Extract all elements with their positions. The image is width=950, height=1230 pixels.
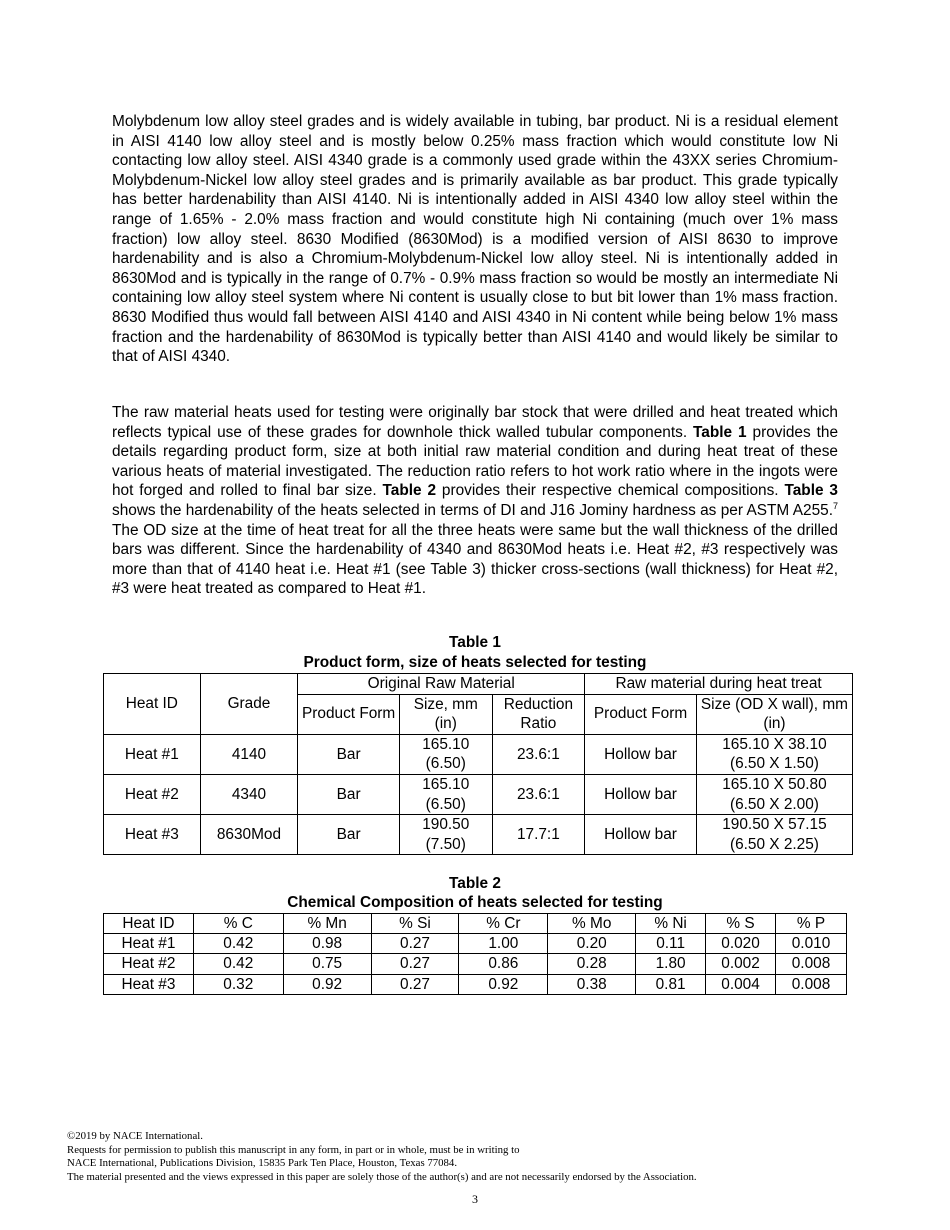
citation-marker: 7 bbox=[832, 500, 838, 511]
table-cell: 0.27 bbox=[371, 974, 459, 994]
table-reference: Table 2 bbox=[382, 482, 437, 500]
table-cell: Heat #1 bbox=[104, 934, 194, 954]
table-row bbox=[104, 774, 853, 814]
table-row bbox=[104, 974, 847, 994]
table-cell: 0.75 bbox=[283, 954, 371, 974]
table-cell: 0.008 bbox=[775, 974, 846, 994]
header-cell: % C bbox=[193, 914, 283, 934]
cell-line: (6.50 X 2.00) bbox=[729, 795, 819, 813]
paragraph-text: The raw material heats used for testing were originally bar stock that were drilled and heat treated which reflects typical use of these grades for downhole thick walled tubular components. bbox=[112, 404, 838, 441]
header-cell: % S bbox=[706, 914, 776, 934]
footer-line: The material presented and the views expressed in this paper are solely those of the author(s) and are not necessarily endorsed by the Association. bbox=[67, 1170, 697, 1183]
table-cell: 0.38 bbox=[548, 974, 636, 994]
header-cell: Product Form bbox=[298, 694, 400, 734]
paragraph-text: shows the hardenability of the heats selected in terms of DI and J16 Jominy hardness as per ASTM A255. bbox=[112, 501, 833, 519]
cell-line: 165.10 X 50.80 bbox=[722, 775, 827, 793]
table-cell: Heat #3 bbox=[104, 974, 194, 994]
page-footer bbox=[67, 1130, 917, 1184]
table-cell: 1.80 bbox=[636, 954, 706, 974]
table2-label: Table 2 bbox=[449, 875, 501, 892]
table-reference: Table 3 bbox=[784, 482, 838, 500]
cell-line: (6.50 X 1.50) bbox=[729, 755, 819, 773]
cell-line: 190.50 X 57.15 bbox=[722, 816, 827, 834]
header-cell: Reduction Ratio bbox=[492, 694, 585, 734]
table-cell: 23.6:1 bbox=[492, 774, 585, 814]
table-cell: Hollow bar bbox=[585, 815, 697, 855]
paragraph-text: provides their respective chemical compositions. bbox=[436, 482, 785, 500]
table-cell: 0.42 bbox=[193, 934, 283, 954]
header-cell: % Si bbox=[371, 914, 459, 934]
table-cell: 0.002 bbox=[706, 954, 776, 974]
body-paragraph-1: Molybdenum low alloy steel grades and is widely available in tubing, bar product. Ni is a residual element in AISI 4140 low alloy steel and is mostly below 0.25% mass fraction which would constitute low Ni contacting low alloy steel. AISI 4340 grade is a commonly used grade within the 43XX series Chromium-Molybdenum-Nickel low alloy steel grades and is primarily available as bar product. This grade typically has better hardenability than AISI 4140. Ni is intentionally added in AISI 4340 low alloy steel within the range of 1.65% - 2.0% mass fraction and would constitute high Ni containing (much over 1% mass fraction) low alloy steel. 8630 Modified (8630Mod) is a modified version of AISI 8630 to improve hardenability and is also a Chromium-Molybdenum-Nickel low alloy steel. Ni is intentionally added in 8630Mod and is typically in the range of 0.7% - 0.9% mass fraction so would be mostly an intermediate Ni containing low alloy steel system where Ni content is usually close to but bit lower than 1% mass fraction. 8630 Modified thus would fall between AISI 4140 and AISI 4340 in Ni content while being below 1% mass fraction and the hardenability of 8630Mod is typically better than AISI 4140 and would likely be similar to that of AISI 4340. bbox=[112, 113, 838, 366]
header-cell: % Mo bbox=[548, 914, 636, 934]
table-row bbox=[104, 934, 847, 954]
table-cell: 0.020 bbox=[706, 934, 776, 954]
table-reference: Table 1 bbox=[693, 423, 747, 441]
table-cell: 1.00 bbox=[459, 934, 548, 954]
table-cell: 0.004 bbox=[706, 974, 776, 994]
table-cell: 0.86 bbox=[459, 954, 548, 974]
table-cell: Hollow bar bbox=[585, 734, 697, 774]
table-row bbox=[104, 815, 853, 855]
table-cell: Bar bbox=[298, 734, 400, 774]
header-cell: Grade bbox=[200, 674, 298, 735]
cell-line: (7.50) bbox=[425, 835, 466, 853]
cell-line: (6.50) bbox=[425, 755, 466, 773]
page-number: 3 bbox=[472, 1192, 478, 1206]
table-cell bbox=[696, 734, 852, 774]
header-cell: Heat ID bbox=[104, 914, 194, 934]
table-cell: 0.98 bbox=[283, 934, 371, 954]
header-cell: Size, mm (in) bbox=[399, 694, 492, 734]
table-cell bbox=[696, 774, 852, 814]
table-cell: 0.28 bbox=[548, 954, 636, 974]
group-header-cell: Raw material during heat treat bbox=[585, 674, 853, 695]
header-cell: % P bbox=[775, 914, 846, 934]
table-cell: 0.42 bbox=[193, 954, 283, 974]
header-cell: Product Form bbox=[585, 694, 697, 734]
table-cell: 0.20 bbox=[548, 934, 636, 954]
cell-line: 190.50 bbox=[422, 816, 470, 834]
table1-title: Product form, size of heats selected for testing bbox=[303, 654, 647, 671]
table-cell: Heat #2 bbox=[104, 954, 194, 974]
table-cell: Heat #1 bbox=[104, 734, 201, 774]
table-cell: Heat #3 bbox=[104, 815, 201, 855]
table-cell bbox=[399, 734, 492, 774]
header-cell: % Cr bbox=[459, 914, 548, 934]
footer-copyright: ©2019 by NACE International. bbox=[67, 1130, 203, 1142]
table-row bbox=[104, 734, 853, 774]
table-cell: 8630Mod bbox=[200, 815, 298, 855]
table-cell: 23.6:1 bbox=[492, 734, 585, 774]
cell-line: (6.50 X 2.25) bbox=[729, 835, 819, 853]
table-cell: Bar bbox=[298, 815, 400, 855]
table-cell: Heat #2 bbox=[104, 774, 201, 814]
header-cell: % Mn bbox=[283, 914, 371, 934]
body-paragraph-2 bbox=[112, 403, 838, 599]
table-cell: 0.010 bbox=[775, 934, 846, 954]
table-row bbox=[104, 954, 847, 974]
table-cell: 0.27 bbox=[371, 934, 459, 954]
paragraph-text: The OD size at the time of heat treat for all the three heats were same but the wall thickness of the drilled bars was different. Since the hardenability of 4340 and 8630Mod heats i.e. Heat #2, #3 respectively was more than that of 4140 heat i.e. Heat #1 (see Table 3) thicker cross-sections (wall thickness) for Heat #2, #3 were heat treated as compared to Heat #1. bbox=[112, 521, 838, 598]
table-cell: 4140 bbox=[200, 734, 298, 774]
table-cell: 0.32 bbox=[193, 974, 283, 994]
group-header-cell: Original Raw Material bbox=[298, 674, 585, 695]
cell-line: 165.10 X 38.10 bbox=[722, 735, 827, 753]
chemical-composition-table bbox=[103, 913, 847, 995]
table-cell: Bar bbox=[298, 774, 400, 814]
table-header-row bbox=[104, 914, 847, 934]
cell-line: 165.10 bbox=[422, 735, 470, 753]
table-cell: 0.92 bbox=[283, 974, 371, 994]
table-cell: 0.008 bbox=[775, 954, 846, 974]
footer-line: Requests for permission to publish this manuscript in any form, in part or in whole, must be in writing to bbox=[67, 1143, 520, 1156]
table-cell: 0.27 bbox=[371, 954, 459, 974]
table-cell: 0.92 bbox=[459, 974, 548, 994]
cell-line: (6.50) bbox=[425, 795, 466, 813]
header-cell: Size (OD X wall), mm (in) bbox=[696, 694, 852, 734]
footer-line: NACE International, Publications Division, 15835 Park Ten Place, Houston, Texas 77084. bbox=[67, 1157, 458, 1170]
table-cell: 4340 bbox=[200, 774, 298, 814]
table-cell: 0.81 bbox=[636, 974, 706, 994]
table-header-row bbox=[104, 674, 853, 695]
cell-line: 165.10 bbox=[422, 775, 470, 793]
table2-title: Chemical Composition of heats selected for testing bbox=[287, 894, 663, 911]
table-cell bbox=[696, 815, 852, 855]
paragraph-text: provides the details regarding product form, size at both initial raw material condition and during heat treat of these various heats of material investigated. The reduction ratio refers to hot work ratio where in the ingots were hot forged and rolled to final bar size. bbox=[112, 423, 839, 500]
table-cell bbox=[399, 774, 492, 814]
table1-label: Table 1 bbox=[449, 634, 501, 651]
header-cell: Heat ID bbox=[104, 674, 201, 735]
table-cell: 0.11 bbox=[636, 934, 706, 954]
header-cell: % Ni bbox=[636, 914, 706, 934]
table-cell: 17.7:1 bbox=[492, 815, 585, 855]
table-cell: Hollow bar bbox=[585, 774, 697, 814]
product-form-table bbox=[103, 673, 853, 855]
table-cell bbox=[399, 815, 492, 855]
